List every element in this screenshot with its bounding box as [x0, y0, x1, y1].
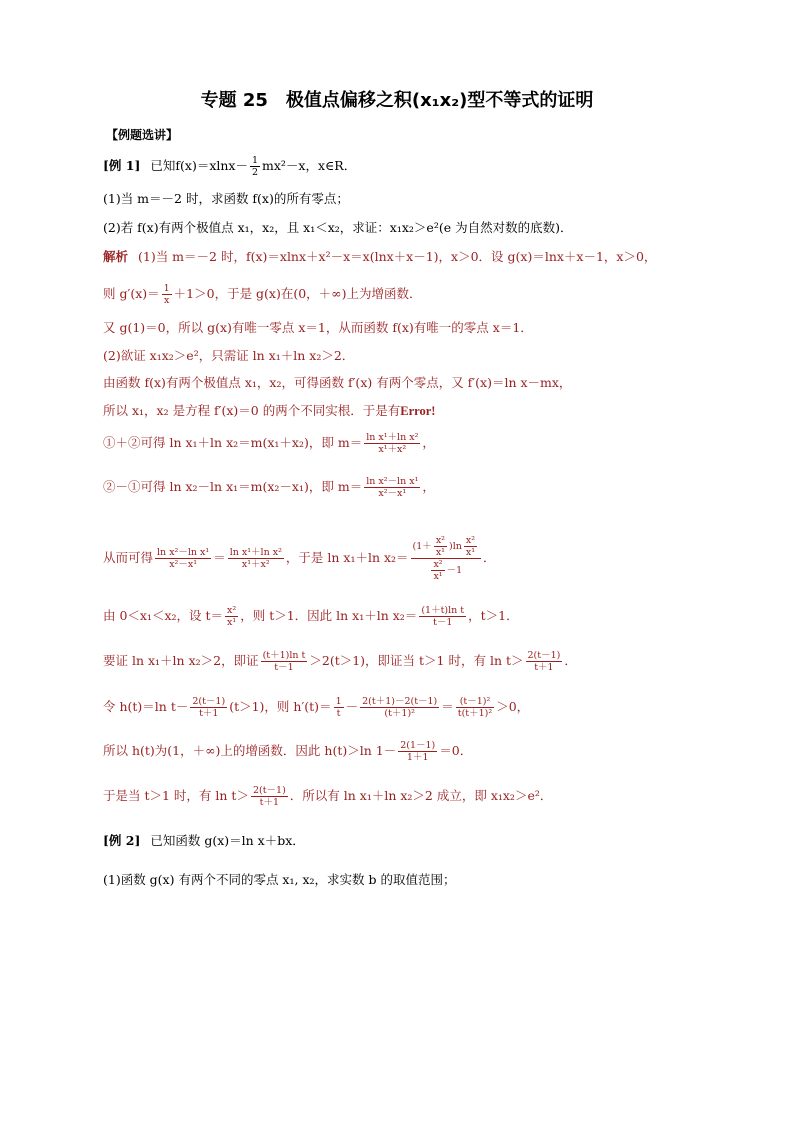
solution-line-7: ①＋②可得 ln x₁＋ln x₂＝m(x₁＋x₂)，即 m＝ $\frac{\text{ln x¹＋ln x²}}{\text{x¹＋x²}}$ ， — [103, 432, 435, 455]
example2-question1: (1)函数 g(x) 有两个不同的零点 x₁, x₂，求实数 b 的取值范围； — [103, 872, 456, 887]
solution-tag: 解析 — [103, 249, 129, 264]
solution-line-2: 则 g′(x)＝ $\frac{1}{x}$ ＋1＞0，于是 g(x)在(0，＋∞)上为增函数． — [103, 283, 422, 306]
compound-fraction: (1＋ $\frac{\text{x²}}{\text{x¹}}$ )ln $\frac{\text{x²}}{\text{x¹}}$ $\frac{\text{x²}}{\text{x¹}}$ －1 — [411, 535, 482, 582]
half-fraction: $\frac{1}{2}$ — [251, 155, 259, 178]
solution-line-9: 从而可得 $\frac{\text{ln x²－ln x¹}}{\text{x²－x¹}}$ ＝ $\frac{\text{ln x¹＋ln x²}}{\text{x¹＋x²}}$ ，于是 ln x₁＋ln x₂＝ (1＋ $\frac{\text{x²}}{\text{x¹}}$ )ln $\frac{\text{x²}}{\text{x¹}}$ $\frac{\text{x²}}{\text{x¹}}$ －1 ． — [103, 535, 496, 582]
solution-line-6: 所以 x₁，x₂ 是方程 f′(x)＝0 的两个不同实根．于是有Error! — [103, 403, 436, 418]
example1-question1: (1)当 m＝－2 时，求函数 f(x)的所有零点； — [103, 191, 349, 206]
solution-line-3: 又 g(1)＝0，所以 g(x)有唯一零点 x＝1，从而函数 f(x)有唯一的零点 x＝1． — [103, 320, 533, 335]
example2-statement: [例 2] 已知函数 g(x)＝ln x＋bx． — [103, 833, 305, 848]
example1-question2: (2)若 f(x)有两个极值点 x₁，x₂，且 x₁＜x₂，求证：x₁x₂＞e²(e 为自然对数的底数)． — [103, 220, 573, 235]
solution-line-4: (2)欲证 x₁x₂＞e²，只需证 ln x₁＋ln x₂＞2． — [103, 348, 355, 363]
page-title: 专题 25 极值点偏移之积(x₁x₂)型不等式的证明 — [200, 90, 594, 111]
solution-line-5: 由函数 f(x)有两个极值点 x₁，x₂，可得函数 f′(x) 有两个零点，又 f′(x)＝ln x－mx， — [103, 375, 572, 390]
solution-line-10: 由 0＜x₁＜x₂，设 t＝ $\frac{\text{x²}}{\text{x¹}}$ ，则 t＞1．因此 ln x₁＋ln x₂＝ $\frac{\text{(1＋t)ln t}}{t-1}$ ，t＞1． — [103, 605, 519, 628]
error-text: Error! — [400, 404, 436, 418]
solution-line-8: ②－①可得 ln x₂－ln x₁＝m(x₂－x₁)，即 m＝ $\frac{\text{ln x²－ln x¹}}{\text{x²－x¹}}$ ， — [103, 476, 435, 499]
solution-line-13: 所以 h(t)为(1，＋∞)上的增函数．因此 h(t)＞ln 1－ $\frac{2(1-1)}{1+1}$ ＝0． — [103, 740, 473, 763]
solution-line-1: 解析 (1)当 m＝－2 时，f(x)＝xlnx＋x²－x＝x(lnx＋x－1)，x＞0．设 g(x)＝lnx＋x－1，x＞0， — [103, 249, 657, 264]
section-label: 【例题选讲】 — [106, 128, 179, 142]
solution-line-12: 令 h(t)＝ln t－ $\frac{2(t-1)}{t+1}$ (t＞1)，则 h′(t)＝ $\frac{1}{t}$ － $\frac{2(t+1)-2(t-1)}{\text{(t＋1)²}}$ ＝ $\frac{\text{(t－1)²}}{\text{t(t＋1)²}}$ ＞0， — [103, 696, 530, 719]
example2-label: [例 2] — [103, 833, 141, 848]
example1-statement: [例 1] 已知f(x)＝xlnx－ $\frac{1}{2}$ mx²－x，x∈R． — [103, 155, 357, 178]
example1-label: [例 1] — [103, 158, 141, 173]
solution-line-14: 于是当 t＞1 时，有 ln t＞ $\frac{2(t-1)}{t+1}$ ．所以有 ln x₁＋ln x₂＞2 成立，即 x₁x₂＞e²． — [103, 785, 553, 808]
solution-line-11: 要证 ln x₁＋ln x₂＞2，即证 $\frac{\text{(t＋1)ln t}}{t-1}$ ＞2(t＞1)，即证当 t＞1 时，有 ln t＞ $\frac{2(t-1)}{t+1}$ ． — [103, 650, 577, 673]
